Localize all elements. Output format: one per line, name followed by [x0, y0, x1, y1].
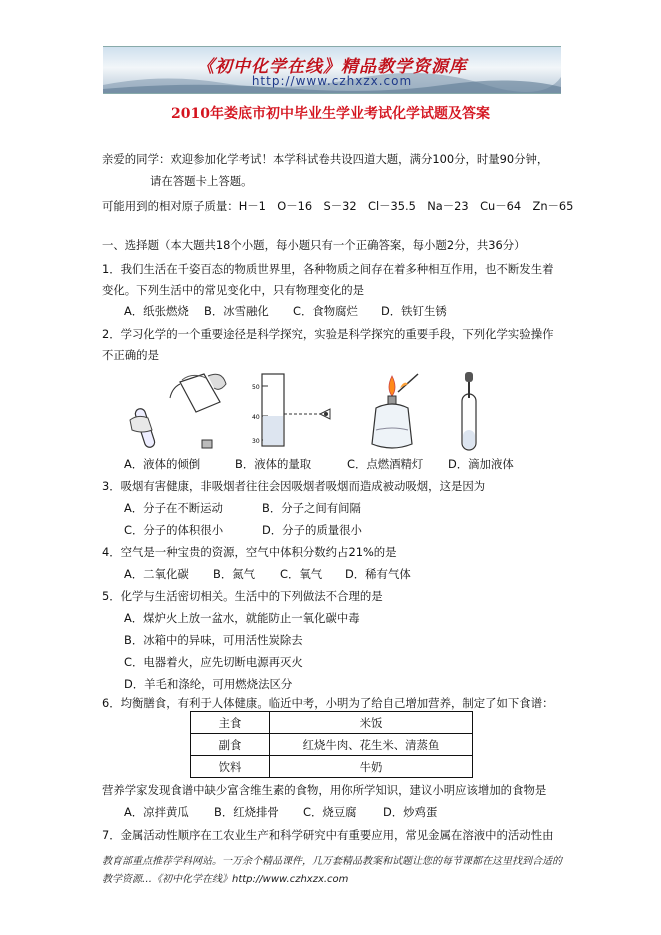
table-row	[191, 712, 473, 734]
table-cell: 红烧牛肉、花生米、清蒸鱼	[270, 734, 473, 756]
q3-option-c: C．分子的体积很小	[124, 523, 224, 537]
table-cell: 副食	[191, 734, 270, 756]
q1-option-d: D．铁钉生锈	[381, 304, 447, 318]
q2-option-b: B．液体的量取	[235, 457, 312, 471]
tick-label-50: 50	[252, 384, 260, 391]
table-cell: 米饭	[270, 712, 473, 734]
atomic-masses: 可能用到的相对原子质量：H－1 O－16 S－32 Cl－35.5 Na－23 Cu－64 Zn－65	[102, 199, 574, 213]
q5-option-d: D．羊毛和涤纶，可用燃烧法区分	[124, 677, 293, 691]
q3-option-b: B．分子之间有间隔	[262, 501, 361, 515]
q3-option-d: D．分子的质量很小	[262, 523, 362, 537]
q3-option-a: A．分子在不断运动	[124, 501, 223, 515]
footer-line-2[interactable]: 教学资源…《初中化学在线》http://www.czhxzx.com	[102, 874, 349, 885]
q6-option-b: B．红烧排骨	[214, 805, 279, 819]
q5-option-a: A．煤炉火上放一盆水，就能防止一氧化碳中毒	[124, 611, 360, 625]
q1-option-a: A．纸张燃烧	[124, 304, 189, 318]
page-title: 2010年娄底市初中毕业生学业考试化学试题及答案	[171, 106, 490, 122]
q1-stem-1: 1．我们生活在千姿百态的物质世界里，各种物质之间存在着多种相互作用，也不断发生着	[102, 262, 554, 276]
q5-option-c: C．电器着火，应先切断电源再灭火	[124, 655, 303, 669]
alcohol-lamp-figure	[362, 370, 422, 452]
tick-label-30: 30	[252, 438, 260, 445]
q3-stem: 3．吸烟有害健康，非吸烟者往往会因吸烟者吸烟而造成被动吸烟，这是因为	[102, 479, 486, 493]
table-row	[191, 734, 473, 756]
q6-after-table: 营养学家发现食谱中缺少富含维生素的食物，用你所学知识，建议小明应该增加的食物是	[102, 783, 547, 797]
intro-line-2: 请在答题卡上答题。	[150, 174, 253, 188]
q2-stem-1: 2．学习化学的一个重要途径是科学探究，实验是科学探究的重要手段，下列化学实验操作	[102, 327, 554, 341]
table-cell: 牛奶	[270, 756, 473, 778]
q6-stem: 6．均衡膳食，有利于人体健康。临近中考，小明为了给自己增加营养，制定了如下食谱：	[102, 696, 554, 710]
banner-url[interactable]: http://www.czhxzx.com	[251, 74, 413, 88]
pouring-liquid-figure	[122, 368, 232, 453]
q4-stem: 4．空气是一种宝贵的资源，空气中体积分数约占21%的是	[102, 545, 397, 559]
q2-option-c: C．点燃酒精灯	[347, 457, 424, 471]
q1-stem-2: 变化。下列生活中的常见变化中，只有物理变化的是	[102, 283, 364, 297]
q4-option-b: B．氮气	[213, 567, 255, 581]
dropper-tube-figure	[454, 370, 484, 452]
q5-stem: 5．化学与生活密切相关。生活中的下列做法不合理的是	[102, 589, 383, 603]
q6-option-a: A．凉拌黄瓜	[124, 805, 189, 819]
intro-line-1: 亲爱的同学：欢迎参加化学考试！本学科试卷共设四道大题，满分100分，时量90分钟，	[102, 152, 549, 166]
table-cell: 饮料	[191, 756, 270, 778]
table-cell: 主食	[191, 712, 270, 734]
table-row	[191, 756, 473, 778]
tick-label-40: 40	[252, 414, 260, 421]
diet-table	[190, 711, 473, 778]
q2-option-a: A．液体的倾倒	[124, 457, 201, 471]
q2-stem-2: 不正确的是	[102, 348, 159, 362]
q1-option-b: B．冰雪融化	[204, 304, 269, 318]
footer-line-1: 教育部重点推荐学科网站。一万余个精品课件，几万套精品教案和试题让您的每节课都在这里找到合适的	[102, 856, 562, 867]
q2-option-d: D．滴加液体	[448, 457, 514, 471]
q4-option-a: A．二氧化碳	[124, 567, 189, 581]
header-banner	[103, 46, 561, 94]
banner-title: 《初中化学在线》精品教学资源库	[197, 57, 467, 77]
q7-stem: 7．金属活动性顺序在工农业生产和科学研究中有重要应用，常见金属在溶液中的活动性由	[102, 828, 554, 842]
q5-option-b: B．冰箱中的异味，可用活性炭除去	[124, 633, 303, 647]
section-heading: 一、选择题（本大题共18个小题，每小题只有一个正确答案，每小题2分，共36分）	[102, 238, 526, 252]
q4-option-c: C．氧气	[280, 567, 323, 581]
q4-option-d: D．稀有气体	[345, 567, 411, 581]
measuring-cylinder-figure	[250, 372, 340, 450]
q6-option-c: C．烧豆腐	[303, 805, 357, 819]
q1-option-c: C．食物腐烂	[293, 304, 358, 318]
q6-option-d: D．炒鸡蛋	[383, 805, 438, 819]
